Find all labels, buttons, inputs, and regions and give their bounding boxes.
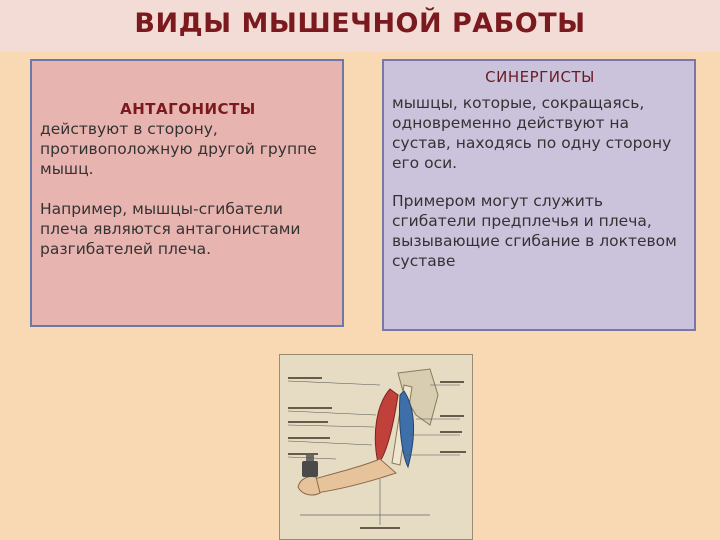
hand-shape: [298, 476, 320, 495]
antagonists-example: Например, мышцы-сгибатели плеча являются антагонистами разгибателей плеча.: [40, 200, 301, 258]
synergists-example: Примером могут служить сгибатели предплечья и плеча, вызывающие сгибание в локтевом суставе: [392, 192, 677, 270]
slide-title: ВИДЫ МЫШЕЧНОЙ РАБОТЫ: [134, 8, 586, 39]
synergists-panel: [382, 59, 696, 331]
antagonists-panel: [30, 59, 344, 327]
antagonists-definition: действуют в сторону, противоположную другой группе мышц.: [40, 120, 317, 178]
antagonists-heading: АНТАГОНИСТЫ: [120, 100, 256, 118]
synergists-heading: СИНЕРГИСТЫ: [485, 68, 595, 86]
arm-muscles-drawing: [280, 355, 472, 539]
forearm-shape: [314, 459, 396, 493]
arm-muscles-illustration: [279, 354, 473, 540]
weight-shape: [302, 461, 318, 477]
synergists-definition: мышцы, которые, сокращаясь, одновременно действуют на сустав, находясь по одну сторону его оси.: [392, 94, 672, 172]
